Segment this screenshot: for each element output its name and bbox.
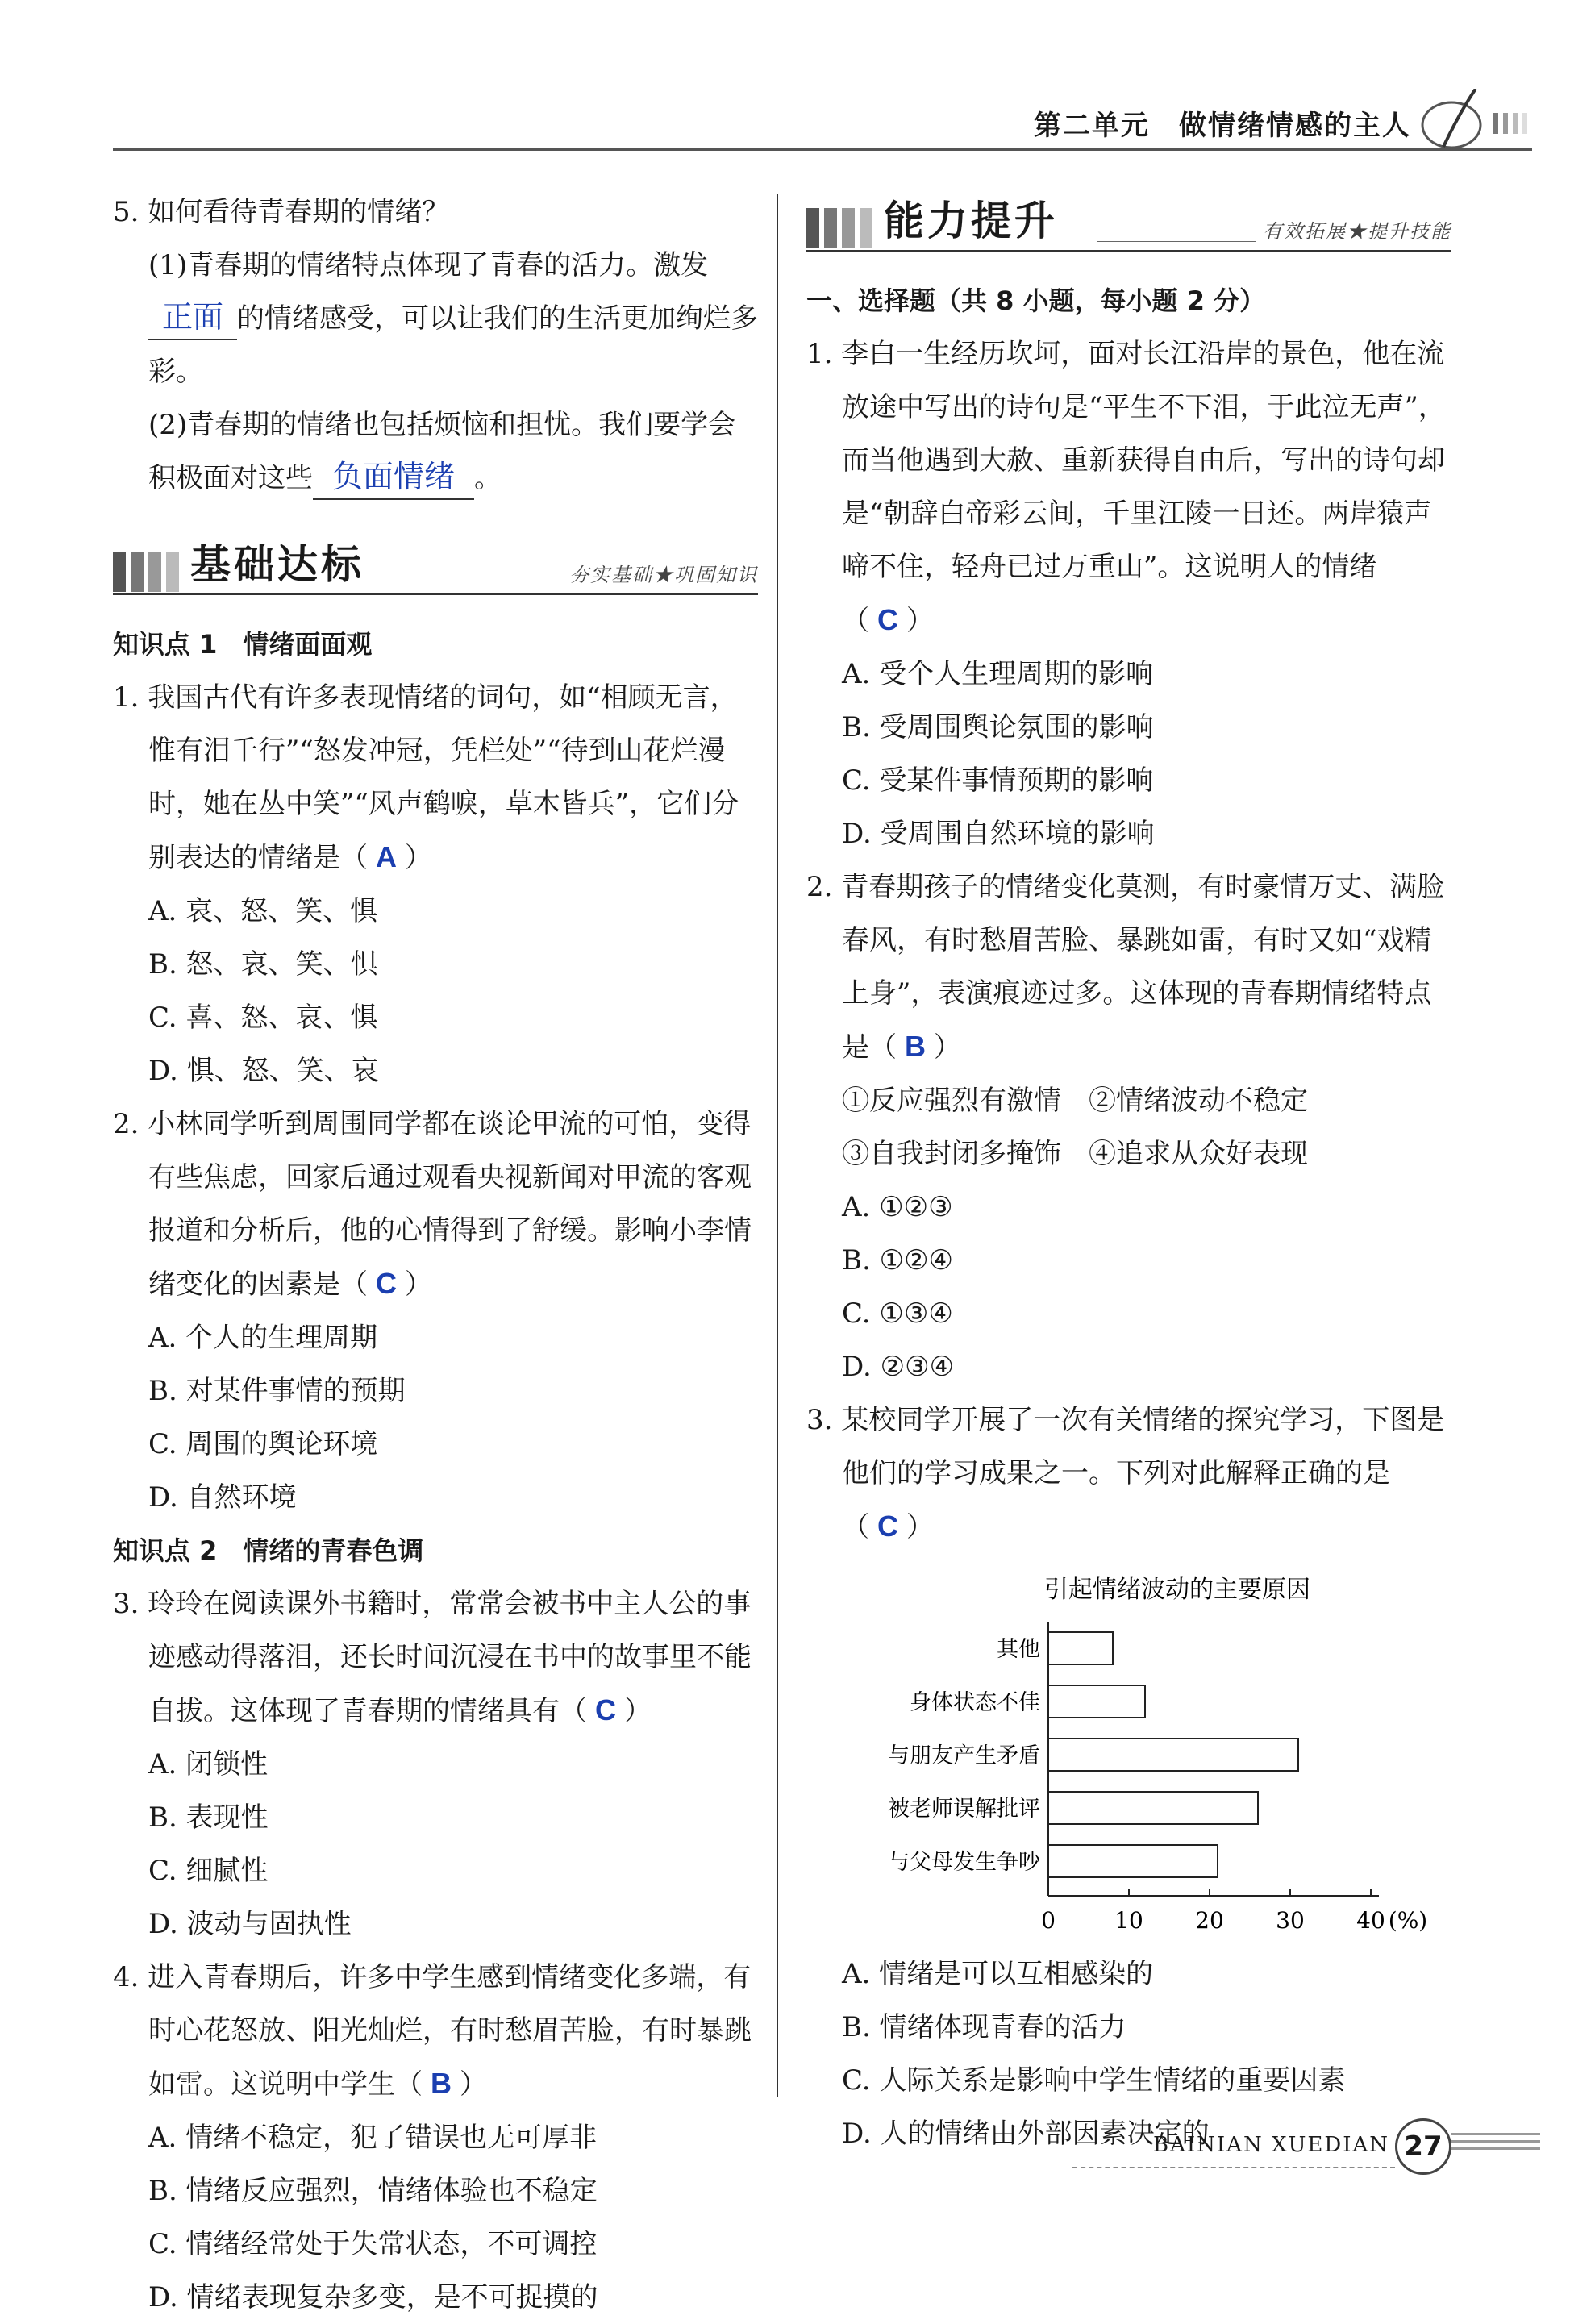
option: A. ①②③ bbox=[842, 1191, 953, 1223]
option: A. 情绪是可以互相感染的 bbox=[842, 1958, 1154, 1990]
option: B. ①②④ bbox=[842, 1244, 954, 1277]
q5-stem: 5. 如何看待青春期的情绪？ bbox=[113, 196, 450, 228]
option: B. 情绪体现青春的活力 bbox=[842, 2011, 1126, 2043]
chart-bar bbox=[1048, 1739, 1298, 1771]
right-q2-stem: 2. 青春期孩子的情绪变化莫测，有时豪情万丈、满脸春风，有时愁眉苦脸、暴跳如雷，有时又如“戏精上身”，表演痕迹过多。这体现的青春期情绪特点是（ bbox=[806, 871, 1445, 1064]
page-number: 27 bbox=[1395, 2118, 1451, 2175]
option: B. 表现性 bbox=[148, 1801, 269, 1834]
right-q1-close: ） bbox=[906, 605, 934, 637]
option: B. 怒、哀、笑、惧 bbox=[148, 948, 378, 981]
left-q1-options bbox=[113, 885, 758, 1097]
option: A. 受个人生理周期的影响 bbox=[842, 658, 1154, 690]
chart-category-label: 被老师误解批评 bbox=[888, 1797, 1040, 1822]
knowledge-point-2: 知识点 2 情绪的青春色调 bbox=[113, 1535, 424, 1566]
q5-blank-2 bbox=[313, 457, 474, 500]
option: D. 受周围自然环境的影响 bbox=[842, 818, 1155, 850]
left-q2-answer: C bbox=[376, 1267, 397, 1300]
right-q2-options bbox=[806, 1181, 1451, 1393]
option: A. 闭锁性 bbox=[148, 1748, 269, 1780]
right-q3-stem: 3. 某校同学开展了一次有关情绪的探究学习，下图是他们的学习成果之一。下列对此解释正确的是（ bbox=[806, 1404, 1445, 1543]
right-q3-close: ） bbox=[906, 1511, 934, 1543]
left-q4-options bbox=[113, 2111, 758, 2324]
right-column bbox=[806, 185, 1451, 2160]
chart-tick-label: 10 bbox=[1114, 1907, 1143, 1934]
right-q2 bbox=[806, 860, 1451, 1074]
left-column bbox=[113, 185, 758, 2324]
left-q1-close: ） bbox=[405, 842, 432, 874]
left-q4-close: ） bbox=[460, 2068, 487, 2101]
page-footer bbox=[1072, 2109, 1540, 2173]
section-title: 基础达标 bbox=[190, 541, 364, 588]
right-q3 bbox=[806, 1393, 1451, 1554]
right-q3-answer: C bbox=[877, 1510, 898, 1543]
right-q2-answer: B bbox=[905, 1030, 926, 1063]
q5-part2 bbox=[113, 398, 758, 505]
chart-bars bbox=[1048, 1632, 1298, 1877]
right-q1 bbox=[806, 327, 1451, 648]
option: D. 波动与固执性 bbox=[148, 1908, 352, 1940]
chart-tick-label: 20 bbox=[1195, 1907, 1224, 1934]
section-header-advanced bbox=[806, 185, 1451, 258]
chart-category-label: 与父母发生争吵 bbox=[888, 1850, 1040, 1875]
section-header-basic bbox=[113, 529, 758, 602]
chart-bar bbox=[1048, 1845, 1218, 1877]
left-q2-stem: 2. 小林同学听到周围同学都在谈论甲流的可怕，变得有些焦虑，回家后通过观看央视新闻对甲流的客观报道和分析后，他的心情得到了舒缓。影响小李情绪变化的因素是（ bbox=[113, 1108, 752, 1301]
chart-bar bbox=[1048, 1685, 1145, 1718]
option: C. 人际关系是影响中学生情绪的重要因素 bbox=[842, 2064, 1346, 2097]
option: C. ①③④ bbox=[842, 1297, 953, 1330]
option: D. 自然环境 bbox=[148, 1481, 297, 1514]
chart-tick-label: 40 bbox=[1356, 1907, 1385, 1934]
left-q4-answer: B bbox=[431, 2067, 452, 2100]
knowledge-point-1: 知识点 1 情绪面面观 bbox=[113, 629, 373, 660]
option: A. 哀、怒、笑、惧 bbox=[148, 895, 378, 927]
chart-bar bbox=[1048, 1632, 1113, 1664]
section-subtitle: 夯实基础★巩固知识 bbox=[563, 559, 758, 587]
right-q1-options bbox=[806, 648, 1451, 860]
section-bars-icon bbox=[113, 552, 179, 592]
option: C. 情绪经常处于失常状态，不可调控 bbox=[148, 2228, 598, 2260]
left-q1 bbox=[113, 671, 758, 885]
option: D. 人的情绪由外部因素决定的 bbox=[842, 2118, 1210, 2150]
q5-part1-text-a: (1)青春期的情绪特点体现了青春的活力。激发 bbox=[148, 249, 709, 281]
footer-stripes-icon bbox=[1451, 2133, 1540, 2155]
left-q4-stem: 4. 进入青春期后，许多中学生感到情绪变化多端，有时心花怒放、阳光灿烂，有时愁眉苦脸，有时暴跳如雷。这说明中学生（ bbox=[113, 1961, 752, 2101]
chart-category-label: 其他 bbox=[997, 1637, 1040, 1662]
quill-logo-icon bbox=[1419, 89, 1532, 153]
option: C. 细腻性 bbox=[148, 1855, 269, 1887]
emotion-causes-bar-chart bbox=[806, 1565, 1451, 1936]
chart-category-label: 身体状态不佳 bbox=[910, 1690, 1040, 1715]
left-q2-close: ） bbox=[405, 1268, 432, 1301]
chart-tick-label: 0 bbox=[1041, 1907, 1056, 1934]
page-header bbox=[113, 97, 1532, 151]
right-q2-items bbox=[806, 1074, 1451, 1181]
q5-part1-text-b: 的情绪感受，可以让我们的生活更加绚烂多彩。 bbox=[148, 302, 758, 388]
q5-part2-text-a: (2)青春期的情绪也包括烦恼和担忧。我们要学会积极面对这些 bbox=[148, 409, 736, 494]
chart-bar bbox=[1048, 1792, 1258, 1824]
option: D. 惧、怒、笑、哀 bbox=[148, 1055, 379, 1087]
chart-category-label: 与朋友产生矛盾 bbox=[888, 1743, 1040, 1768]
section-subtitle: 有效拓展★提升技能 bbox=[1256, 215, 1451, 244]
section-rule bbox=[113, 593, 758, 595]
left-q1-answer: A bbox=[376, 840, 397, 873]
right-q2-close: ） bbox=[934, 1031, 961, 1064]
left-q3-stem: 3. 玲玲在阅读课外书籍时，常常会被书中主人公的事迹感动得落泪，还长时间沉浸在书中的故事里不能自拔。这体现了青春期的情绪具有（ bbox=[113, 1588, 752, 1727]
section-rule bbox=[806, 250, 1451, 252]
chart-x-unit: (%) bbox=[1388, 1907, 1428, 1934]
left-q1-stem: 1. 我国古代有许多表现情绪的词句，如“相顾无言，惟有泪千行”“怒发冲冠，凭栏处”“待到山花烂漫时，她在丛中笑”“风声鹤唳，草木皆兵”，它们分别表达的情绪是（ bbox=[113, 681, 739, 874]
left-q3 bbox=[113, 1577, 758, 1738]
option: B. 情绪反应强烈，情绪体验也不稳定 bbox=[148, 2175, 598, 2207]
right-q1-stem: 1. 李白一生经历坎坷，面对长江沿岸的景色，他在流放途中写出的诗句是“平生不下泪，于此泣无声”，而当他遇到大赦、重新获得自由后，写出的诗句却是“朝辞白帝彩云间，千里江陵一日还。两岸猿声啼不住，轻舟已过万重山”。这说明人的情绪（ bbox=[806, 338, 1446, 637]
option: A. 情绪不稳定，犯了错误也无可厚非 bbox=[148, 2122, 598, 2154]
footer-brand: BAINIAN XUEDIAN bbox=[1153, 2133, 1390, 2157]
option: C. 受某件事情预期的影响 bbox=[842, 764, 1154, 797]
left-q3-close: ） bbox=[624, 1695, 652, 1727]
option: B. 受周围舆论氛围的影响 bbox=[842, 711, 1154, 743]
left-q2-options bbox=[113, 1311, 758, 1524]
unit-title: 第二单元 做情绪情感的主人 bbox=[1034, 110, 1411, 142]
option: A. 个人的生理周期 bbox=[148, 1322, 378, 1354]
column-divider bbox=[777, 194, 778, 2097]
statement-item: ①反应强烈有激情 ②情绪波动不稳定 bbox=[842, 1085, 1308, 1117]
left-q3-options bbox=[113, 1738, 758, 1951]
footer-dashline bbox=[1072, 2167, 1395, 2168]
q5-answer-1: 正面 bbox=[161, 301, 223, 335]
q5-answer-2: 负面情绪 bbox=[331, 460, 455, 494]
part-heading: 一、选择题（共 8 小题，每小题 2 分） bbox=[806, 285, 1266, 316]
section-bars-icon bbox=[806, 208, 872, 248]
chart-category-labels bbox=[888, 1637, 1041, 1875]
section-title: 能力提升 bbox=[884, 198, 1058, 244]
left-q2 bbox=[113, 1097, 758, 1311]
q5-part2-text-b: 。 bbox=[474, 462, 502, 494]
q5-blank-1 bbox=[148, 298, 237, 340]
option: B. 对某件事情的预期 bbox=[148, 1375, 406, 1407]
option: C. 喜、怒、哀、惧 bbox=[148, 1002, 378, 1034]
q5-part1 bbox=[113, 239, 758, 398]
chart-tick-label: 30 bbox=[1276, 1907, 1305, 1934]
chart-title: 引起情绪波动的主要原因 bbox=[1044, 1576, 1310, 1604]
left-q3-answer: C bbox=[595, 1693, 616, 1726]
option: D. ②③④ bbox=[842, 1351, 955, 1383]
statement-item: ③自我封闭多掩饰 ④追求从众好表现 bbox=[842, 1138, 1308, 1170]
option: C. 周围的舆论环境 bbox=[148, 1428, 378, 1460]
right-q1-answer: C bbox=[877, 603, 898, 636]
option: D. 情绪表现复杂多变，是不可捉摸的 bbox=[148, 2281, 598, 2314]
left-q4 bbox=[113, 1951, 758, 2111]
